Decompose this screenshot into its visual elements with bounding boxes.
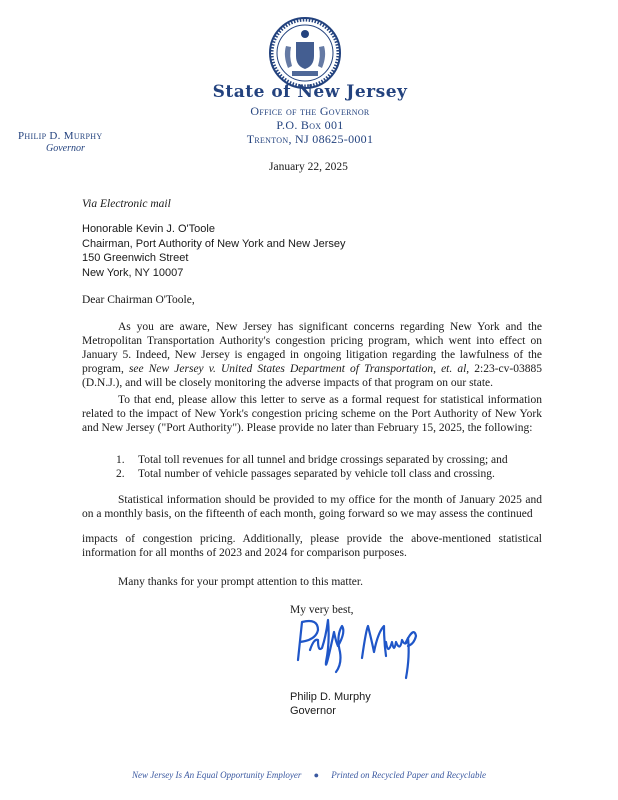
state-seal-icon [268,16,342,90]
list-number: 1. [116,454,125,466]
signer-name: Philip D. Murphy [290,691,371,703]
recipient-line: New York, NY 10007 [82,266,184,279]
footer-recycled: Printed on Recycled Paper and Recyclable [331,770,486,780]
recipient-line: Chairman, Port Authority of New York and New Jersey [82,237,346,250]
recipient-line: 150 Greenwich Street [82,252,189,264]
footer [0,770,618,780]
paragraph-3: Statistical information should be provided to my office for the month of January 2025 and on a monthly basis, on the fifteenth of each month, going forward so we may assess the continued [82,494,542,520]
delivery-method: Via Electronic mail [82,198,171,210]
governor-name: Philip D. Murphy [18,130,103,142]
governor-title: Governor [46,143,85,154]
office-title: Office of the Governor [250,104,370,118]
list-number: 2. [116,468,125,480]
list-text: Total toll revenues for all tunnel and bridge crossings separated by crossing; and [138,454,508,466]
footer-separator: ● [313,770,320,780]
signer-block [290,690,371,718]
list-text: Total number of vehicle passages separated by vehicle toll class and crossing. [138,468,495,480]
list-item [116,467,546,481]
state-name: State of New Jersey [212,82,408,102]
handwritten-signature [288,612,428,684]
paragraph-1 [82,320,542,390]
paragraph-4: impacts of congestion pricing. Additionally, please provide the above-mentioned statistical information for all months of 2023 and 2024 for comparison purposes. [82,533,542,559]
office-city: Trenton, NJ 08625-0001 [246,132,374,146]
office-address [200,104,420,146]
office-po-box: P.O. Box 001 [276,118,344,132]
case-citation: see New Jersey v. United States Department of Transportation, et. al [128,363,467,375]
list-item [116,453,546,467]
footer-equal-opportunity: New Jersey Is An Equal Opportunity Employer [132,770,302,780]
signer-title: Governor [290,705,336,717]
paragraph-1-text: As you are aware, New Jersey has significant concerns regarding New York and the Metropolitan Transportation Authority's congestion pricing program, which went into effect on January 5. Indeed, New Jersey is engaged in ongoing litigation regarding the lawfulness of the program, [82,321,542,375]
closing: My very best, [290,604,354,616]
paragraph-2: To that end, please allow this letter to serve as a formal request for statistical information related to the impact of New York's congestion pricing scheme on the Port Authority of New York and New Jersey ("Port Authority"). Please provide no later than February 15, 2025, the following: [82,394,542,434]
recipient-address [82,222,346,280]
recipient-line: Honorable Kevin J. O'Toole [82,223,215,235]
paragraph-1-text-end: , 2:23-cv-03885 (D.N.J.), and will be closely monitoring the adverse impacts of that program on our state. [82,363,542,389]
request-list [116,453,546,481]
paragraph-5: Many thanks for your prompt attention to this matter. [118,576,363,588]
letter-date: January 22, 2025 [269,161,348,173]
salutation: Dear Chairman O'Toole, [82,294,195,306]
